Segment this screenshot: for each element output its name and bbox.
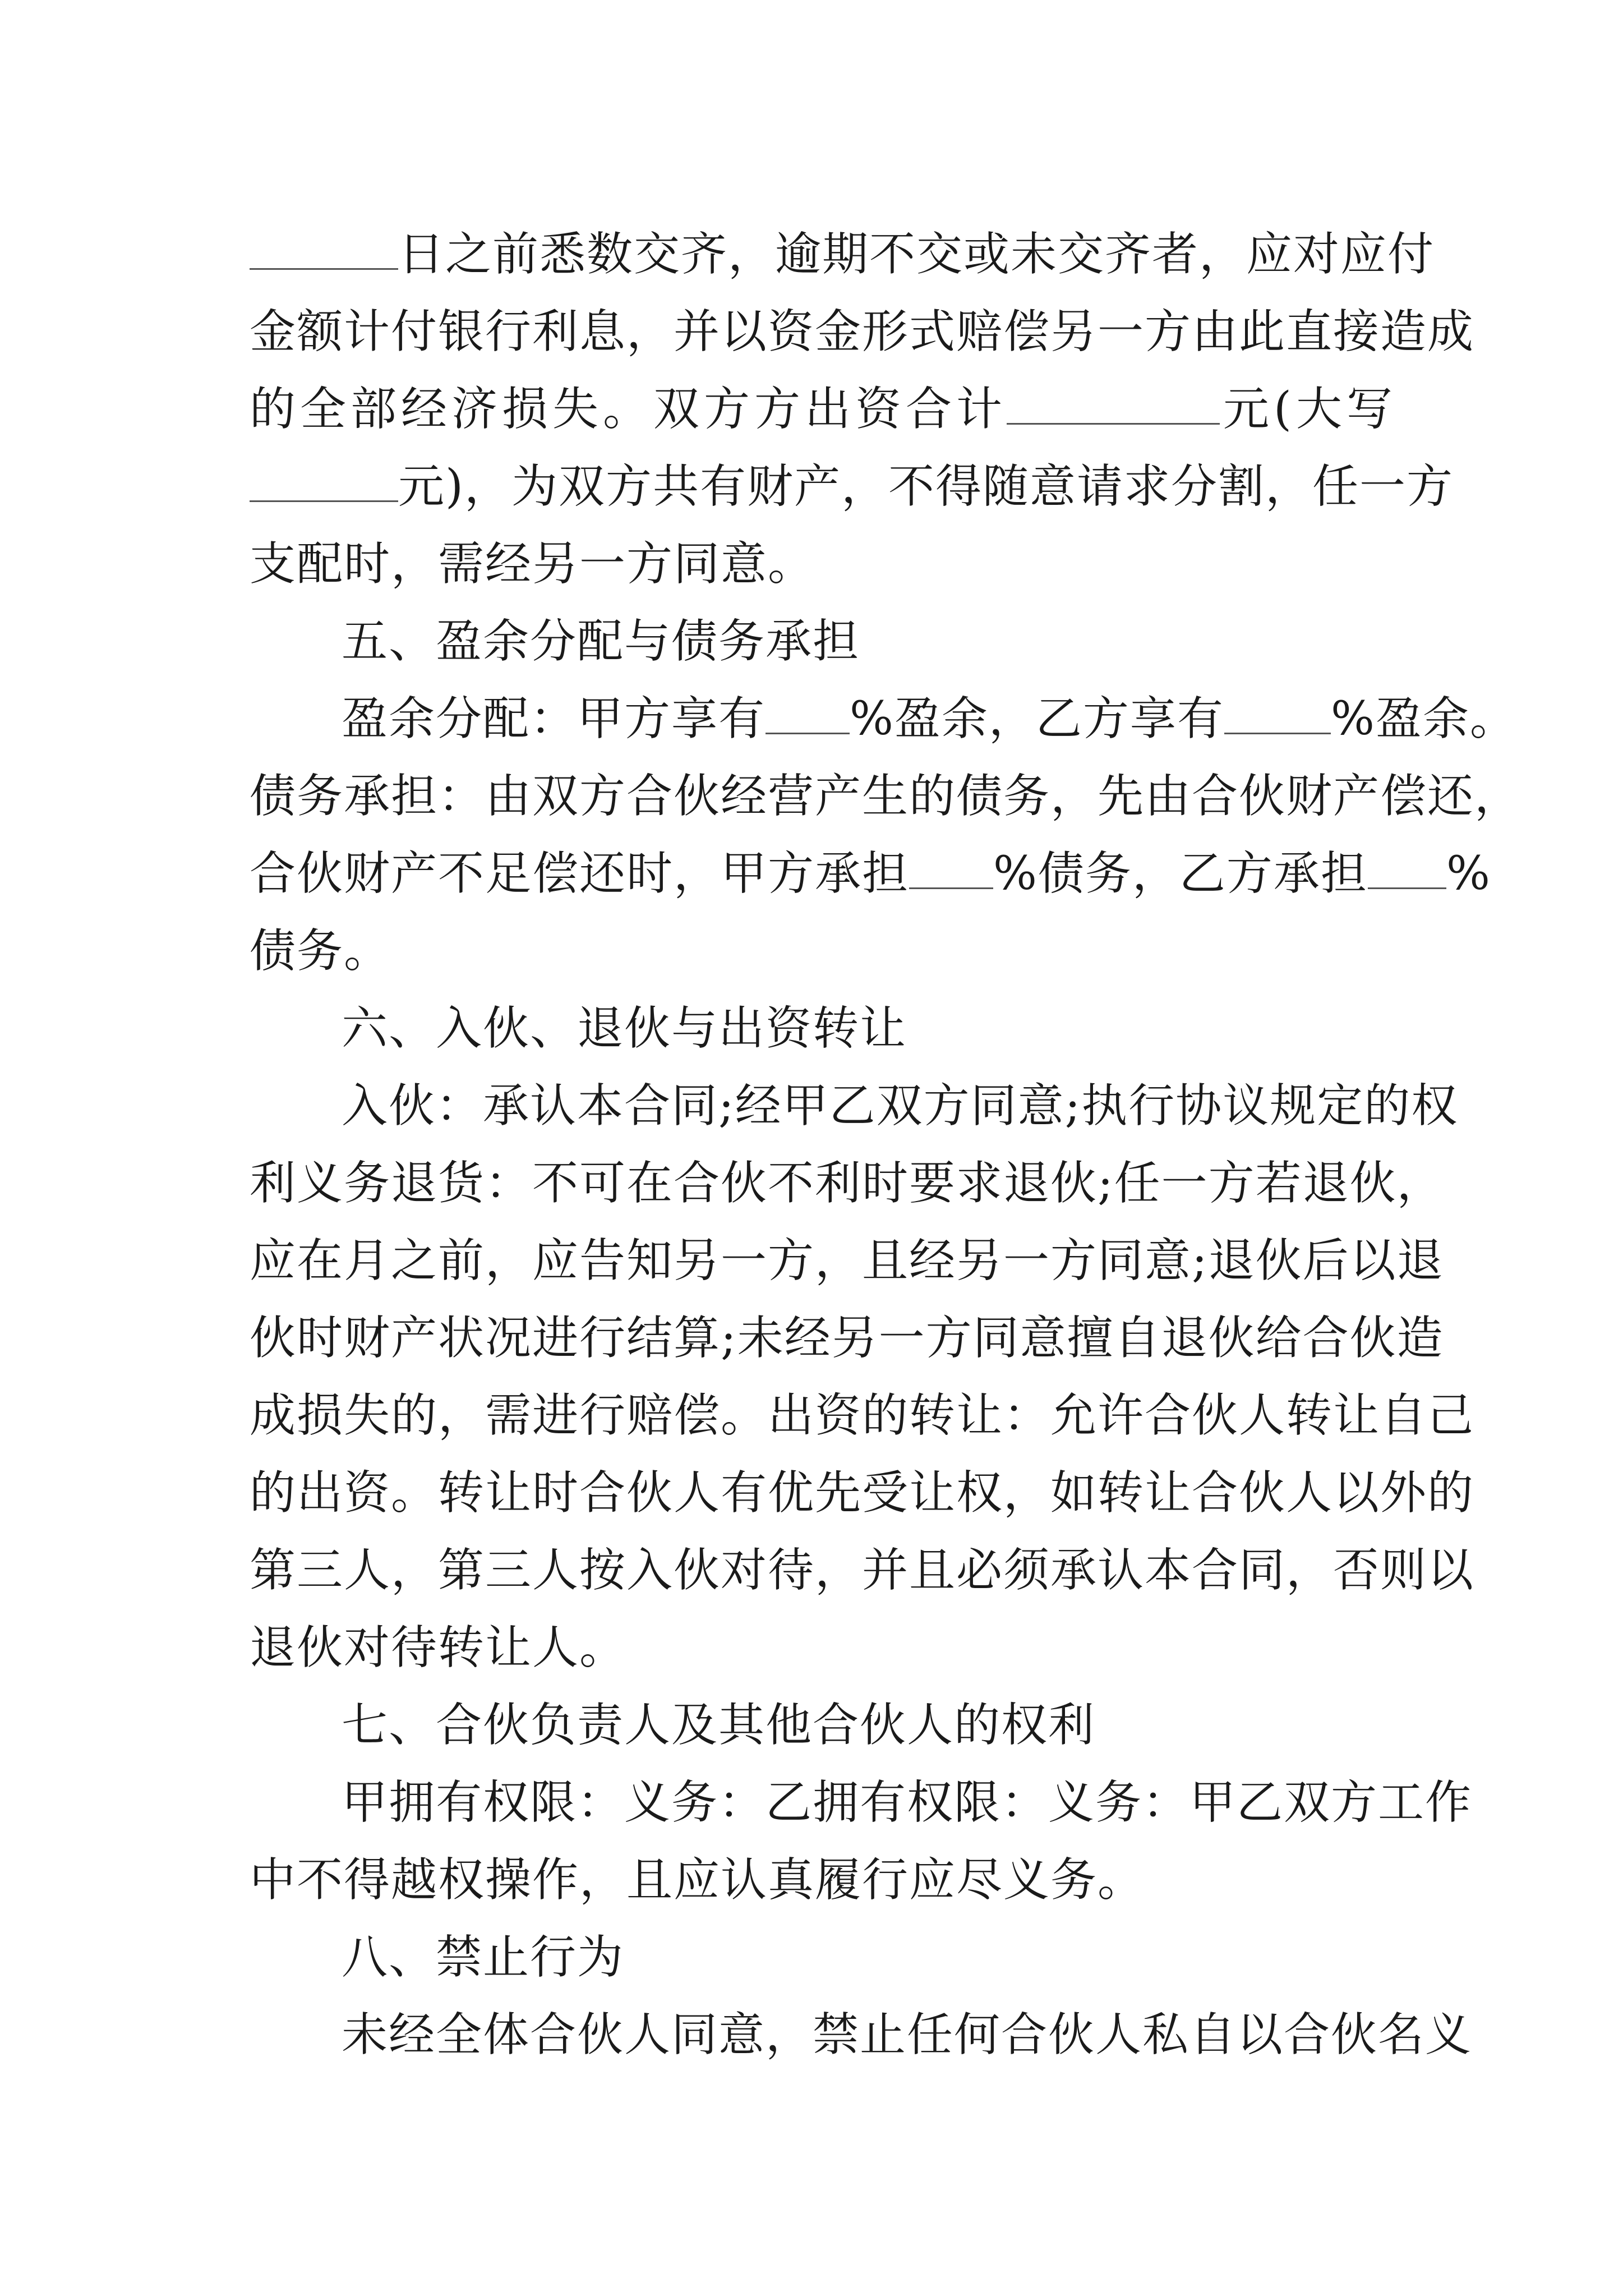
- text-line: 合伙财产不足偿还时，甲方承担 %债务，乙方承担 %: [250, 847, 1491, 900]
- fill-in-blank: [909, 848, 993, 889]
- section-heading: 五、盈余分配与债务承担: [342, 615, 860, 668]
- fill-in-blank: [766, 693, 850, 734]
- section-heading: 六、入伙、退伙与出资转让: [342, 1002, 907, 1055]
- text-line: 伙时财产状况进行结算;未经另一方同意擅自退伙给合伙造: [250, 1312, 1444, 1365]
- text-line: 利义务退货：不可在合伙不利时要求退伙;任一方若退伙，: [250, 1157, 1444, 1210]
- fill-in-blank: [1224, 693, 1331, 734]
- fill-in-blank: [1368, 848, 1446, 889]
- text-line: 退伙对待转让人。: [250, 1621, 627, 1674]
- text-line: 第三人，第三人按入伙对待，并且必须承认本合同，否则以: [250, 1544, 1475, 1597]
- text-line: 成损失的，需进行赔偿。出资的转让：允许合伙人转让自己: [250, 1389, 1475, 1442]
- text-line: 中不得越权操作，且应认真履行应尽义务。: [250, 1853, 1145, 1907]
- text-line: 盈余分配：甲方享有 %盈余，乙方享有 %盈余。: [342, 692, 1517, 746]
- section-heading: 七、合伙负责人及其他合伙人的权利: [342, 1699, 1096, 1752]
- text-line: 未经全体合伙人同意，禁止任何合伙人私自以合伙名义: [342, 2008, 1473, 2062]
- text-line: 的全部经济损失。双方方出资合计 元(大写: [250, 383, 1394, 436]
- text-line: 入伙：承认本合同;经甲乙双方同意;执行协议规定的权: [342, 1079, 1459, 1133]
- section-heading: 八、禁止行为: [342, 1931, 625, 1984]
- fill-in-blank: [250, 229, 398, 270]
- fill-in-blank: [250, 461, 398, 502]
- text-line: 债务承担：由双方合伙经营产生的债务，先由合伙财产偿还，: [250, 770, 1522, 823]
- text-line: 支配时，需经另一方同意。: [250, 537, 815, 591]
- text-line: 元)，为双方共有财产，不得随意请求分割，任一方: [250, 448, 1394, 526]
- text-line: 应在月之前，应告知另一方，且经另一方同意;退伙后以退: [250, 1234, 1444, 1287]
- fill-in-blank: [1007, 384, 1220, 425]
- text-line: 债务。: [250, 924, 391, 978]
- contract-body: [250, 216, 1522, 2074]
- text-line: 甲拥有权限：义务：乙拥有权限：义务：甲乙双方工作: [342, 1776, 1473, 1829]
- text-line: 日之前悉数交齐，逾期不交或未交齐者，应对应付: [250, 216, 1394, 293]
- text-line: 金额计付银行利息，并以资金形式赔偿另一方由此直接造成: [250, 305, 1475, 358]
- text-line: 的出资。转让时合伙人有优先受让权，如转让合伙人以外的: [250, 1466, 1475, 1520]
